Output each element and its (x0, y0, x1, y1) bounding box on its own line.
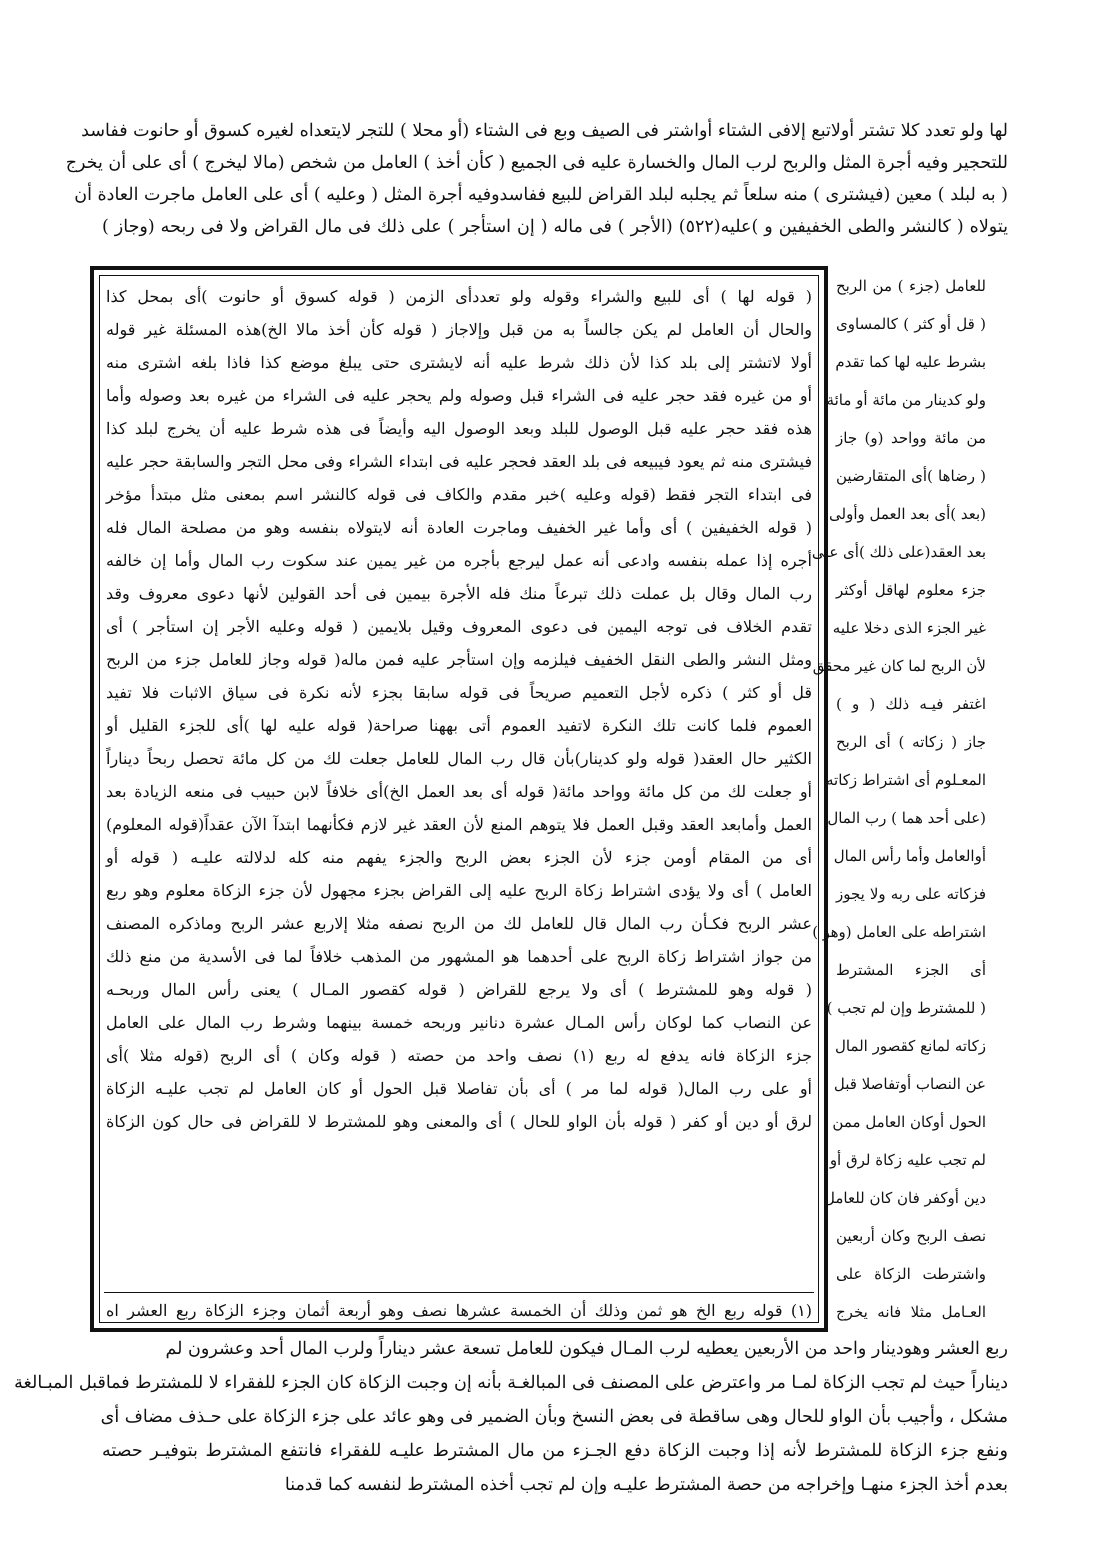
text-line: المعـلوم أى اشتراط زكاته (825, 771, 986, 789)
footnote-text: (١) قوله ربع الخ هو ثمن وذلك أن الخمسة عشرها نصف وهو أربعة أثمان وجزء الزكاة ربع العشر اه (106, 1301, 812, 1320)
text-line: بعدم أخذ الجزء منهـا وإخراجه من حصة المشترط عليـه وإن لم تجب أخذه المشترط لنفسه كما قدمنا (284, 1475, 1008, 1495)
text-line: فزكاته على ربه ولا يجوز (836, 885, 986, 903)
text-line: جزء الزكاة فانه يدفع له ربع (١) نصف واحد من حصته ( قوله وكان ) أى الربح (قوله مثلا )أى (106, 1046, 812, 1065)
text-line: اشتراطه على العامل (وهو ) (812, 923, 986, 941)
text-line: ( به لبلد ) معين (فيشترى ) منه سلعاً ثم يجلبه لبلد القراض للبيع ففاسدوفيه أجرة المثل ( وعليه ) أى على العامل ماجرت العادة أن (74, 185, 1008, 205)
text-line: أى من المقام أومن جزء لأن الجزء بعض الربح والجزء يفهم منه كله لدلالته عليـه ( قوله أو (106, 848, 813, 867)
text-line: العموم فلما كانت تلك النكرة لاتفيد العموم أتى بههنا صراحة( قوله عليه لها )أى للجزء القليل أو (106, 716, 812, 735)
text-line: رب المال وقال بل عملت ذلك تبرعاً منك فله الأجرة بيمين فى أحد القولين لأنها دعوى معروف وقد (106, 584, 812, 603)
text-line: من مائة وواحد (و) جاز (836, 429, 986, 447)
text-line: ديناراً حيث لم تجب الزكاة لمـا مر واعترض على المصنف فى المبالغـة بأنه إن وجبت الزكاة كان الجزء للفقراء لا للمشترط فماقبل المبـالغة (14, 1373, 1008, 1393)
text-line: مشكل ، وأجيب بأن الواو للحال وهى ساقطة فى بعض النسخ وبأن الضمير فى وهو عائد على جزء الزكاة على حـذف مضاف أى (100, 1407, 1008, 1427)
text-line: (على أحد هما ) رب المال (827, 809, 986, 827)
text-line: بعد العقد(على ذلك )أى على (811, 543, 986, 561)
text-line: عن النصاب أوتفاصلا قبل (833, 1075, 986, 1093)
text-line: العـامل مثلا فانه يخرج (836, 1303, 986, 1321)
text-line: ولو كدينار من مائة أو مائة (826, 391, 986, 409)
text-line: والحال أن العامل لم يكن جالساً به من قبل وإلاجاز ( قوله كأن أخذ مالا الخ)هذه المسئلة غير قوله (106, 320, 812, 339)
text-line: ( رضاها )أى المتقارضين (836, 467, 986, 485)
text-line: ومثل النشر والطى النقل الخفيف فيلزمه وإن استأجر عليه فمن ماله( قوله وجاز للعامل جزء من الربح (106, 650, 812, 669)
text-line: من جواز اشتراط زكاة الربح على أحدهما هو المشهور من المذهب خلافاً لما فى الأسدية من منع ذلك (106, 947, 812, 966)
text-line: (بعد )أى بعد العمل وأولى (829, 505, 986, 523)
footnote-divider (104, 1292, 814, 1293)
text-line: ونفع جزء الزكاة للمشترط لأنه إذا وجبت الزكاة دفع الجـزء من مال المشترط عليـه للفقراء فانتفع المشترط بتوفيـر حصته (102, 1441, 1008, 1461)
text-line: الحول أوكان العامل ممن (832, 1113, 986, 1131)
text-line: لرق أو دين أو كفر ( قوله بأن الواو للحال ) أى والمعنى وهو للمشترط لا للقراض فى حال كون الزكاة (106, 1112, 812, 1131)
text-line: ( قل أو كثر ) كالمساوى (836, 315, 986, 333)
text-line: أو جعلت لك من كل مائة وواحد مائة( قوله أى بعد العمل الخ)أى خلافاً لابن حبيب فى منعه الزيادة بعد (106, 782, 813, 801)
text-line: هذه فقد حجر عليه قبل الوصول للبلد وبعد الوصول اليه وأيضاً فى هذه شرط عليه أن يخرج لبلد كذا (106, 419, 812, 438)
text-line: أوالعامل وأما رأس المال (833, 847, 986, 865)
text-line: لها ولو تعدد كلا تشتر أولاتبع إلافى الشتاء أواشتر فى الصيف وبع فى الشتاء (أو محلا ) للتجر لايتعداه لغيره كسوق أو حانوت ففاسد (81, 121, 1008, 141)
text-line: ( قوله وهو للمشترط ) أى ولا يرجع للقراض ( قوله كقصور المـال ) يعنى رأس المال وربحـه (106, 980, 812, 999)
text-line: ( قوله لها ) أى للبيع والشراء وقوله ولو تعددأى الزمن ( قوله كسوق أو حانوت )أى بمحل كذا (106, 287, 812, 306)
text-line: فيشترى منه ثم يعود فيبيعه فى بلد العقد فحجر عليه فى ابتداء الشراء وفى محل التجر والسابقة حجر عليه (106, 452, 812, 471)
text-line: واشترطت الزكاة على (836, 1265, 986, 1283)
text-line: ( قوله الخفيفين ) أى وأما غير الخفيف وماجرت العادة أنه لايتولاه بنفسه وهو من مصلحة المال فله (106, 518, 812, 537)
text-line: أولا لاتشتر إلى بلد كذا لأن ذلك شرط عليه أنه لايشترى حتى يبلغ موضع كذا فاذا بلغه اشترى منه (106, 353, 812, 372)
text-line (106, 1140, 812, 1171)
text-line: نصف الربح وكان أربعين (836, 1227, 986, 1245)
text-line: اغتفر فيـه ذلك ( و ) (836, 695, 986, 713)
text-line: للتحجير وفيه أجرة المثل والربح لرب المال والخسارة عليه فى الجميع ( كأن أخذ ) العامل من شخص (مالا ليخرج ) أى على أن يخرج (65, 153, 1008, 173)
text-line: عن النصاب كما لوكان رأس المـال عشرة دنانير وربحه خمسة بينهما وشرط رب المال على العامل (106, 1013, 812, 1032)
text-line: العامل ) أى ولا يؤدى اشتراط زكاة الربح عليه إلى القراض بجزء مجهول لأن جزء الزكاة معلوم وهو ربع (106, 881, 812, 900)
text-line: أو من غيره فقد حجر عليه فى الشراء قبل وصوله ولم يحجر عليه فى الشراء من غيره بعد وصوله وأما (106, 386, 812, 405)
text-line: يتولاه ( كالنشر والطى الخفيفين و )عليه(٥٢٢) (الأجر ) فى ماله ( إن استأجر ) على ذلك فى مال القراض ولا فى ربحه (وجاز ) (102, 217, 1008, 237)
text-line: جاز ( زكاته ) أى الربح (836, 733, 986, 751)
text-line: أو على رب المال( قوله لما مر ) أى بأن تفاصلا قبل الحول أو كان العامل لم تجب عليـه الزكاة (106, 1079, 812, 1098)
text-line: العمل وأمابعد العقد وقبل العمل فلا يتوهم المنع لأن العقد غير لازم فكأنهما ابتدآ الآن عقداً(قوله المعلوم) (106, 815, 812, 834)
text-line: عشر الربح فكـأن رب المال قال للعامل لك من الربح نصفه مثلا إلاربع عشر الربح وماذكره المصنف (106, 914, 812, 933)
text-line: زكاته لمانع كقصور المال (834, 1037, 986, 1055)
text-line: دين أوكفر فان كان للعامل (824, 1189, 986, 1207)
text-line: ( للمشترط وإن لم تجب ) (826, 999, 986, 1017)
text-line: قل أو كثر ) ذكره لأجل التعميم صريحاً فى قوله سابقا بجزء لأنه نكرة فى سياق الاثبات فلا تفيد (106, 683, 812, 702)
text-line: غير الجزء الذى دخلا عليه (832, 619, 986, 637)
text-line: لأن الربح لما كان غير محقق (812, 657, 986, 675)
text-line: فى ابتداء التجر فقط (قوله وعليه )خبر مقدم والكاف فى قوله كالنشر اسم بمعنى مثل مبتدأ مؤخر (106, 485, 812, 504)
text-line: أجره إذا عمله بنفسه وادعى أنه عمل ليرجع بأجره من غير يمين عند سكوت رب المال وأما إن خالفه (106, 551, 812, 570)
text-line: للعامل (جزء ) من الربح (836, 277, 986, 295)
text-line: بشرط عليه لها كما تقدم (835, 353, 986, 371)
text-line: لم تجب عليه زكاة لرق أو (829, 1151, 986, 1169)
text-line: أى الجزء المشترط (836, 961, 986, 979)
text-line: تقدم الخلاف فى توجه اليمين فى دعوى المعروف وقيل بلايمين ( قوله وعليه الأجر إن استأجر ) أى (106, 617, 812, 636)
text-line: جزء معلوم لهاقل أوكثر (836, 581, 986, 599)
text-line: الكثير حال العقد( قوله ولو كدينار)بأن قال رب المال للعامل جعلت لك من كل مائة تحصل ربحاً ديناراً (106, 749, 812, 768)
text-line: ربع العشر وهودينار واحد من الأربعين يعطيه لرب المـال فيكون للعامل تسعة عشر ديناراً ولرب المال أحد وعشرون لم (165, 1339, 1008, 1359)
